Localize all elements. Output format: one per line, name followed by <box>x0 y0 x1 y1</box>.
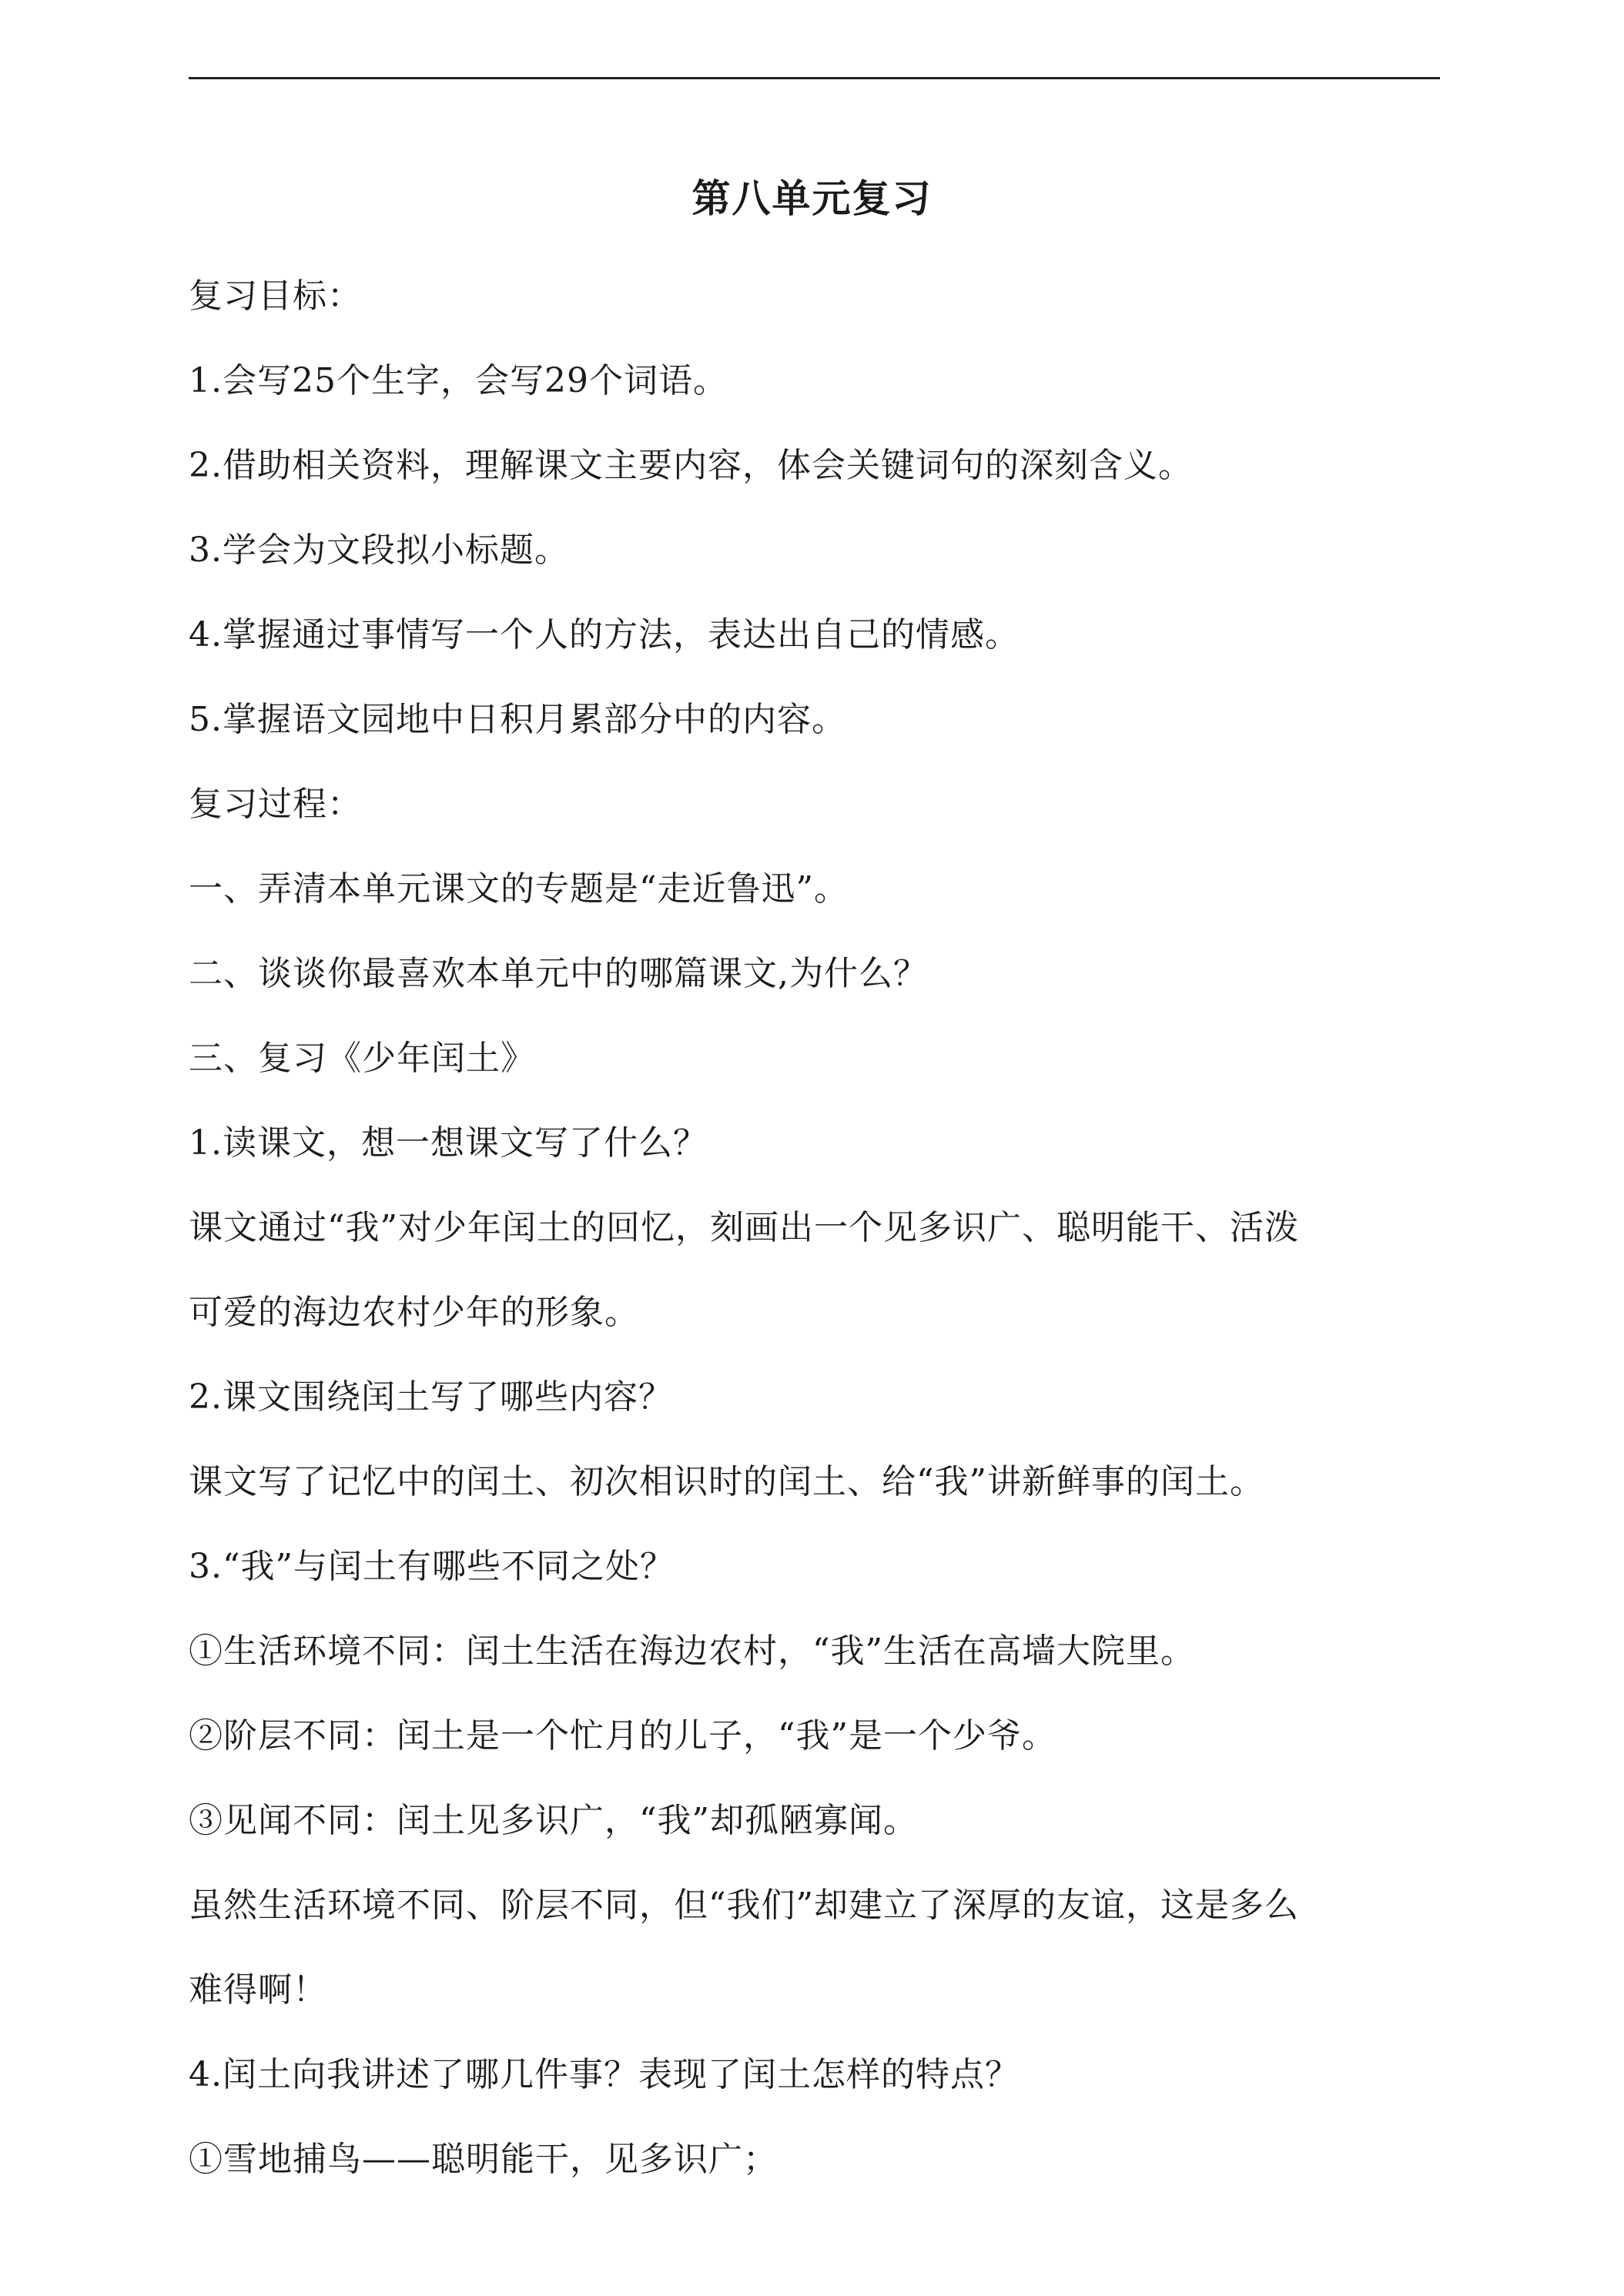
answer-item: ②阶层不同：闰土是一个忙月的儿子，“我”是一个少爷。 <box>189 1716 1056 1755</box>
goal-item: 3.学会为文段拟小标题。 <box>189 530 569 570</box>
answer-line: 虽然生活环境不同、阶层不同，但“我们”却建立了深厚的友谊，这是多么 <box>189 1886 1299 1925</box>
section-heading: 复习过程： <box>189 785 362 824</box>
goal-item: 1.会写25个生字，会写29个词语。 <box>189 361 728 400</box>
answer-item: ①生活环境不同：闰土生活在海边农村，“我”生活在高墙大院里。 <box>189 1632 1195 1671</box>
question: 3.“我”与闰土有哪些不同之处？ <box>189 1547 675 1586</box>
process-step: 二、谈谈你最喜欢本单元中的哪篇课文,为什么？ <box>189 954 928 993</box>
answer-line: 课文写了记忆中的闰土、初次相识时的闰土、给“我”讲新鲜事的闰土。 <box>189 1462 1264 1501</box>
answer-line: 课文通过“我”对少年闰土的回忆，刻画出一个见多识广、聪明能干、活泼 <box>189 1208 1299 1247</box>
answer-line: 难得啊！ <box>189 1970 327 2010</box>
answer-line: 可爱的海边农村少年的形象。 <box>189 1293 639 1332</box>
goal-item: 5.掌握语文园地中日积月累部分中的内容。 <box>189 700 846 739</box>
answer-item: ③见闻不同：闰土见多识广，“我”却孤陋寡闻。 <box>189 1801 918 1840</box>
header-rule <box>189 77 1440 79</box>
question: 1.读课文，想一想课文写了什么？ <box>189 1123 708 1163</box>
goal-item: 2.借助相关资料，理解课文主要内容，体会关键词句的深刻含义。 <box>189 446 1193 485</box>
page-title: 第八单元复习 <box>691 176 933 221</box>
process-step: 一、弄清本单元课文的专题是“走近鲁迅”。 <box>189 869 849 909</box>
process-step: 三、复习《少年闰土》 <box>189 1039 535 1078</box>
goal-item: 4.掌握通过事情写一个人的方法，表达出自己的情感。 <box>189 615 1020 654</box>
document-body <box>189 254 1440 2202</box>
question: 2.课文围绕闰土写了哪些内容？ <box>189 1377 673 1417</box>
question: 4.闰土向我讲述了哪几件事？表现了闰土怎样的特点？ <box>189 2055 1020 2094</box>
section-heading: 复习目标： <box>189 276 362 316</box>
answer-item: ①雪地捕鸟——聪明能干，见多识广； <box>189 2140 778 2179</box>
